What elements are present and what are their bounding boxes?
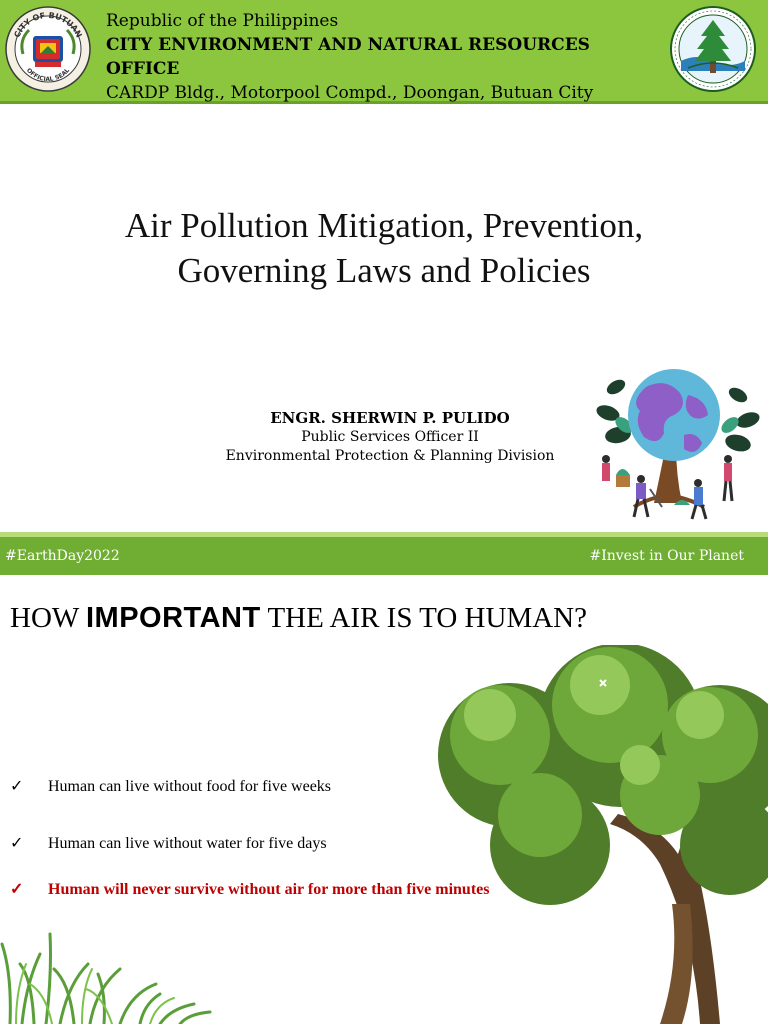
hashtag-earthday: #EarthDay2022 xyxy=(5,548,120,564)
city-seal-logo xyxy=(5,6,91,92)
grass-illustration xyxy=(0,920,260,1024)
bullet-text: Human will never survive without air for more than five minutes xyxy=(48,881,490,898)
question-title-part2: THE AIR IS TO HUMAN? xyxy=(260,602,587,634)
header-republic-text: Republic of the Philippines xyxy=(106,11,339,31)
header-office-name-line1: CITY ENVIRONMENT AND NATURAL RESOURCES xyxy=(106,35,590,55)
bullet-text: Human can live without water for five days xyxy=(48,835,327,852)
header-address-text: CARDP Bldg., Motorpool Compd., Doongan, Butuan City xyxy=(106,83,594,103)
checkmark-icon: ✓ xyxy=(10,881,24,898)
presenter-division: Environmental Protection & Planning Division xyxy=(225,448,555,464)
checkmark-icon: ✓ xyxy=(10,835,24,852)
bullet-item-air xyxy=(10,879,489,901)
earth-tree-illustration xyxy=(588,365,766,533)
title-line-2: Governing Laws and Policies xyxy=(177,251,591,290)
checkmark-icon: ✓ xyxy=(10,778,24,795)
presenter-info xyxy=(150,408,630,466)
question-title-emphasis: IMPORTANT xyxy=(85,602,261,634)
bullet-item-water xyxy=(10,833,327,855)
seal-left-bottom: OFFICIAL SEAL xyxy=(24,66,72,84)
bullet-text: Human can live without food for five weeks xyxy=(48,778,332,795)
hashtag-invest-planet: #Invest in Our Planet xyxy=(589,548,744,564)
header-office-name-line2: OFFICE xyxy=(106,59,180,79)
bullet-item-food xyxy=(10,776,331,798)
presenter-name: ENGR. SHERWIN P. PULIDO xyxy=(270,409,510,427)
footer-bar xyxy=(0,537,768,575)
title-line-1: Air Pollution Mitigation, Prevention, xyxy=(124,206,644,245)
question-title-part1: HOW xyxy=(10,602,86,634)
slide-2 xyxy=(0,575,768,1024)
question-title xyxy=(10,601,587,635)
cenro-seal-logo xyxy=(670,6,756,92)
tree-illustration xyxy=(430,645,768,1024)
presentation-title xyxy=(0,203,768,293)
presenter-role: Public Services Officer II xyxy=(301,429,479,445)
seal-left-text: CITY OF BUTUAN xyxy=(12,10,84,40)
